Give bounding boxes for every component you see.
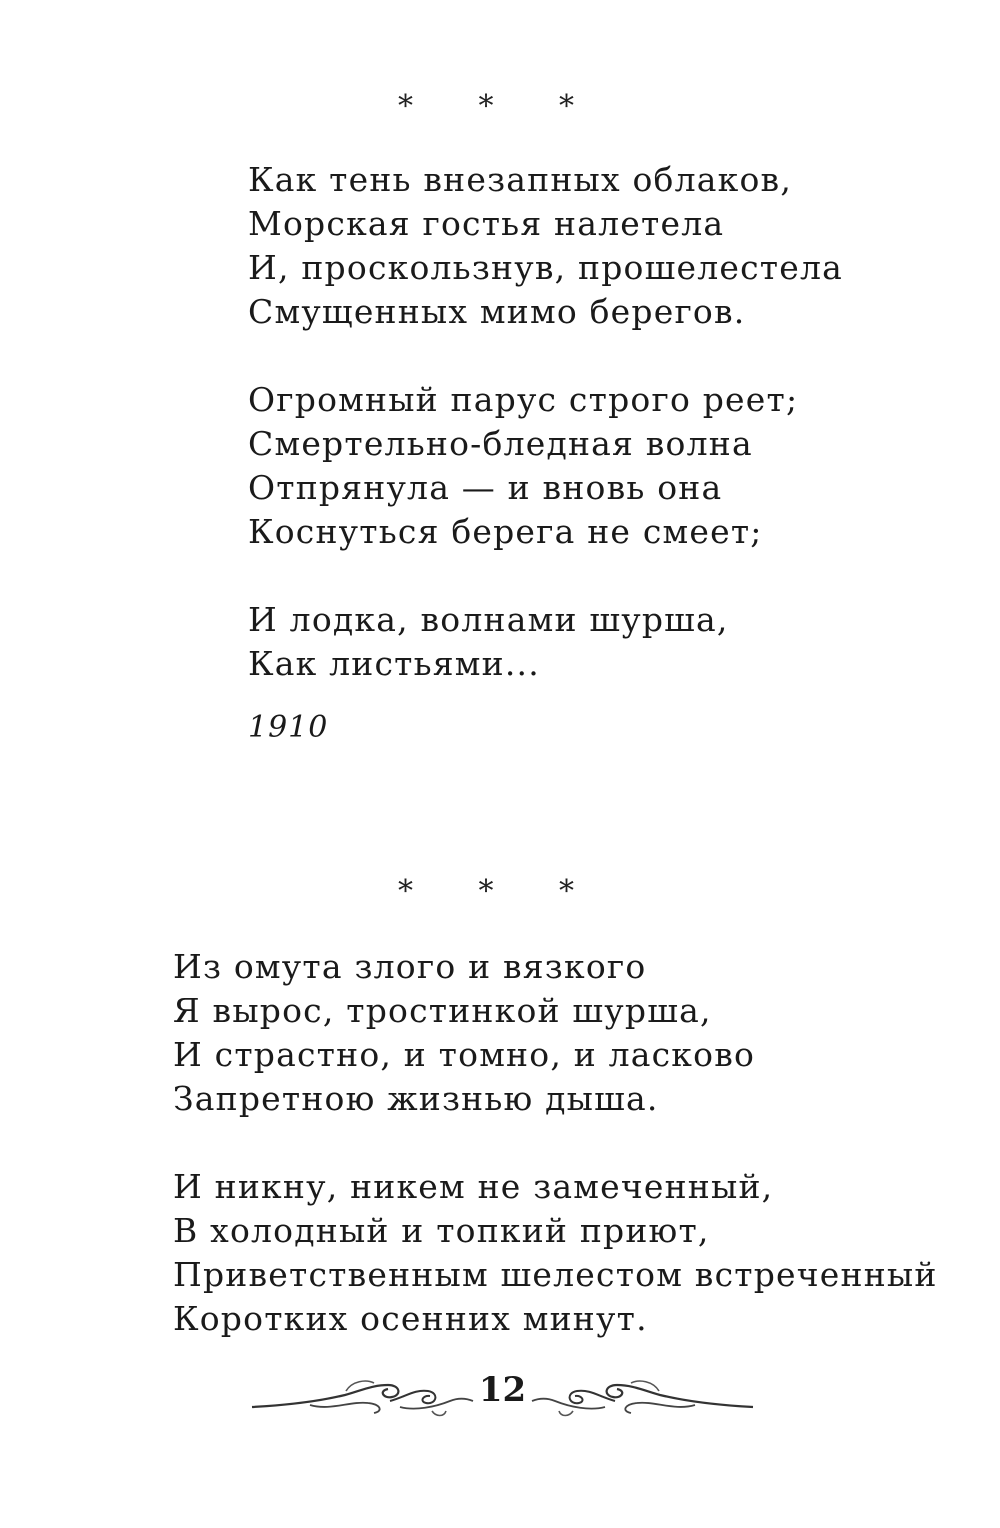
poem-line: И, проскользнув, прошелестела — [248, 248, 844, 287]
poem-date: 1910 — [248, 710, 329, 745]
poem-line: Как тень внезапных облаков, — [248, 160, 793, 199]
poem-line: Из омута злого и вязкого — [173, 947, 647, 986]
poem-line: Смущенных мимо берегов. — [248, 292, 746, 331]
poem-line: Как листьями... — [248, 644, 540, 683]
poem-line: Смертельно-бледная волна — [248, 424, 753, 463]
poem-line: И лодка, волнами шурша, — [248, 600, 729, 639]
poem-line: Коротких осенних минут. — [173, 1299, 648, 1338]
poem-line: В холодный и топкий приют, — [173, 1211, 710, 1250]
stanza — [248, 598, 843, 686]
stanza — [248, 378, 843, 554]
poem-line: Огромный парус строго реет; — [248, 380, 799, 419]
stanza — [248, 158, 843, 334]
poem-line: И страстно, и томно, и ласково — [173, 1035, 756, 1074]
poem-line: Коснуться берега не смеет; — [248, 512, 763, 551]
stanza-separator: * * * — [397, 89, 603, 124]
stanza — [173, 945, 938, 1121]
poem-line: И никну, никем не замеченный, — [173, 1167, 774, 1206]
poem-2 — [173, 945, 938, 1341]
flourish-ornament-icon — [530, 1371, 755, 1419]
page-number: 12 — [478, 1370, 527, 1410]
poem-line: Морская гостья налетела — [248, 204, 725, 243]
poem-line: Запретною жизнью дыша. — [173, 1079, 659, 1118]
stanza — [173, 1165, 938, 1341]
poem-line: Приветственным шелестом встреченный — [173, 1255, 938, 1294]
poem-line: Отпрянула — и вновь она — [248, 468, 723, 507]
stanza-separator: * * * — [397, 874, 603, 909]
poem-line: Я вырос, тростинкой шурша, — [173, 991, 712, 1030]
poem-1 — [248, 158, 843, 686]
page-footer — [250, 1365, 755, 1425]
